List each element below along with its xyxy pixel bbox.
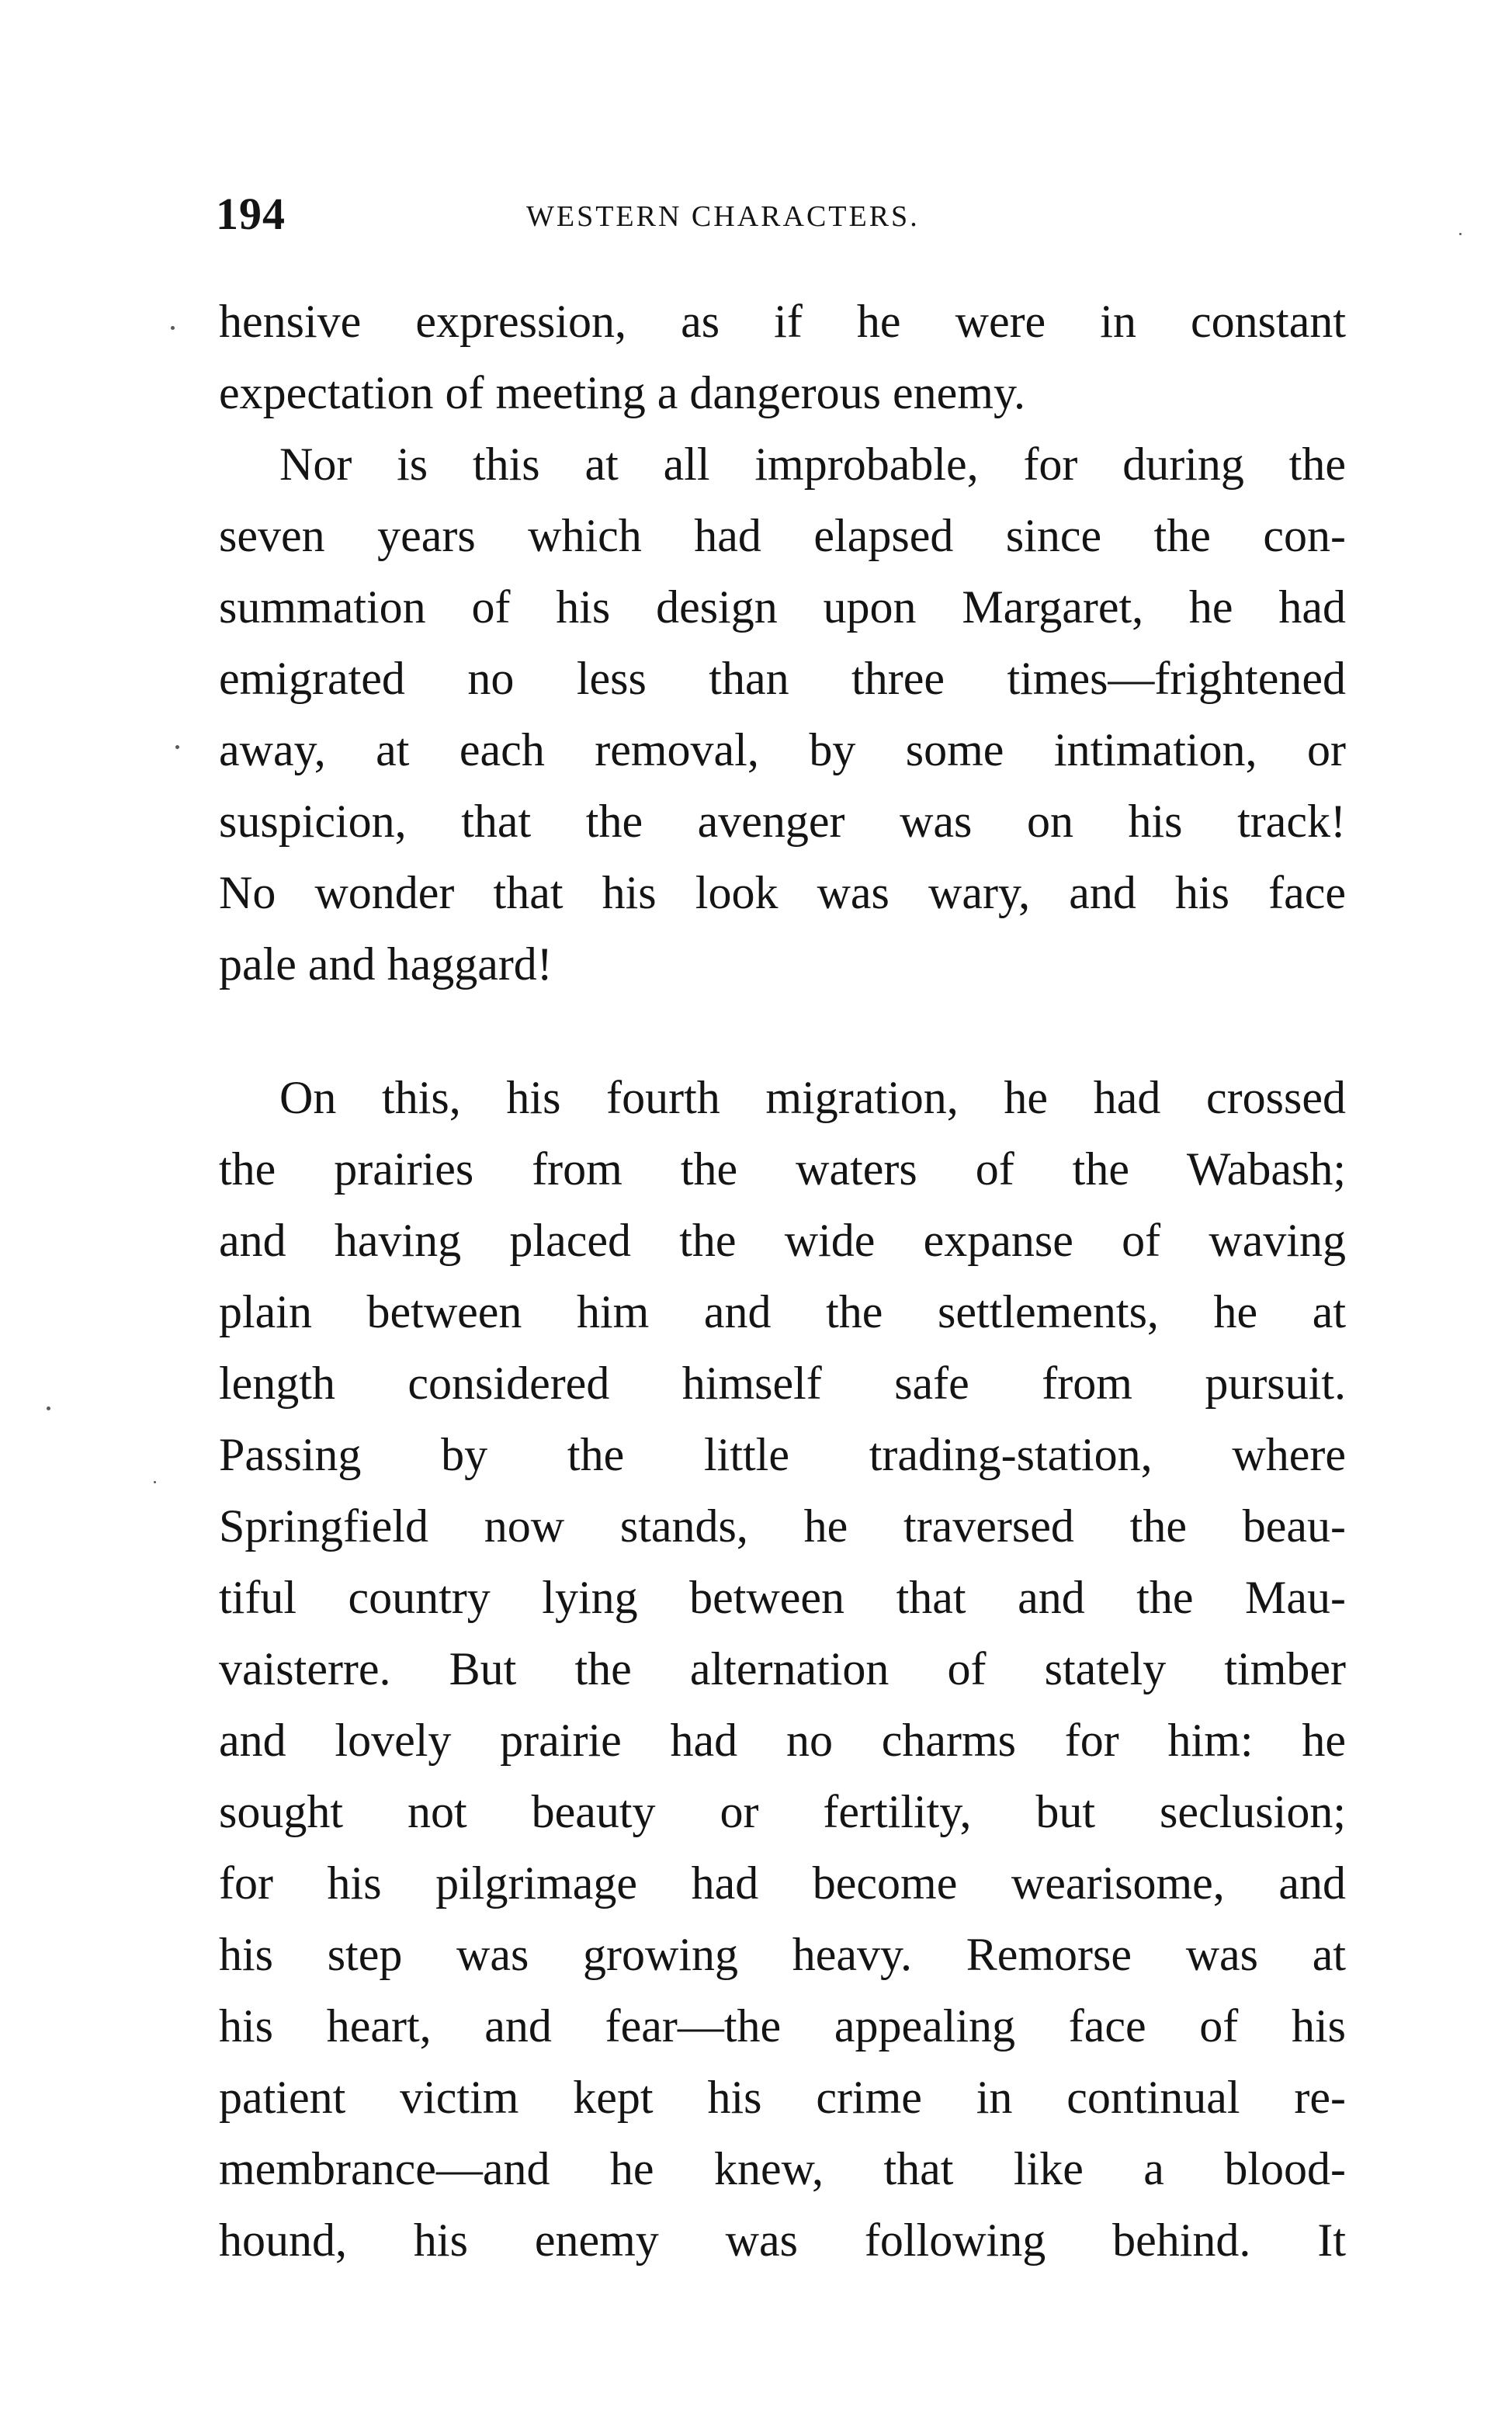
scan-speck [47,1406,50,1410]
text-line: patient victim kept his crime in continual re- [219,2072,1346,2123]
text-line: membrance—and he knew, that like a blood- [219,2143,1346,2194]
text-line: expectation of meeting a dangerous enemy. [219,367,1026,418]
text-line: Passing by the little trading-station, where [219,1429,1346,1480]
text-line: On this, his fourth migration, he had crossed [279,1072,1346,1123]
paragraph [219,286,1346,428]
running-head: WESTERN CHARACTERS. [526,200,920,233]
text-line: vaisterre. But the alternation of stately timber [219,1643,1346,1694]
paragraph [219,1062,1346,2276]
text-line: emigrated no less than three times—frightened [219,653,1346,704]
text-line: hensive expression, as if he were in constant [219,296,1346,347]
text-line: away, at each removal, by some intimation, or [219,724,1346,775]
page-number: 194 [216,189,286,239]
text-line: hound, his enemy was following behind. It [219,2215,1346,2266]
text-line: suspicion, that the avenger was on his track! [219,796,1346,847]
scan-speck [1459,233,1462,235]
text-line: sought not beauty or fertility, but seclusion; [219,1786,1346,1837]
text-line: summation of his design upon Margaret, he had [219,581,1346,633]
text-line: his step was growing heavy. Remorse was at [219,1929,1346,1980]
text-line: length considered himself safe from pursuit. [219,1358,1346,1409]
text-line: seven years which had elapsed since the con- [219,510,1346,561]
page-header [216,183,1349,245]
text-line: and lovely prairie had no charms for him: he [219,1715,1346,1766]
text-line: tiful country lying between that and the Mau- [219,1572,1346,1623]
text-line: Springfield now stands, he traversed the beau- [219,1500,1346,1552]
text-line: the prairies from the waters of the Wabash; [219,1143,1346,1195]
text-line: his heart, and fear—the appealing face of his [219,2000,1346,2052]
text-line: No wonder that his look was wary, and his face [219,867,1346,918]
scan-speck [175,745,179,749]
scan-speck [154,1481,156,1483]
text-line: pale and haggard! [219,938,553,990]
text-line: Nor is this at all improbable, for during the [279,439,1346,490]
section-break [219,1000,1346,1062]
body-text [219,286,1346,2276]
text-line: for his pilgrimage had become wearisome, and [219,1857,1346,1909]
scan-speck [171,326,175,330]
text-line: plain between him and the settlements, he at [219,1286,1346,1337]
paragraph [219,428,1346,1000]
text-line: and having placed the wide expanse of waving [219,1215,1346,1266]
